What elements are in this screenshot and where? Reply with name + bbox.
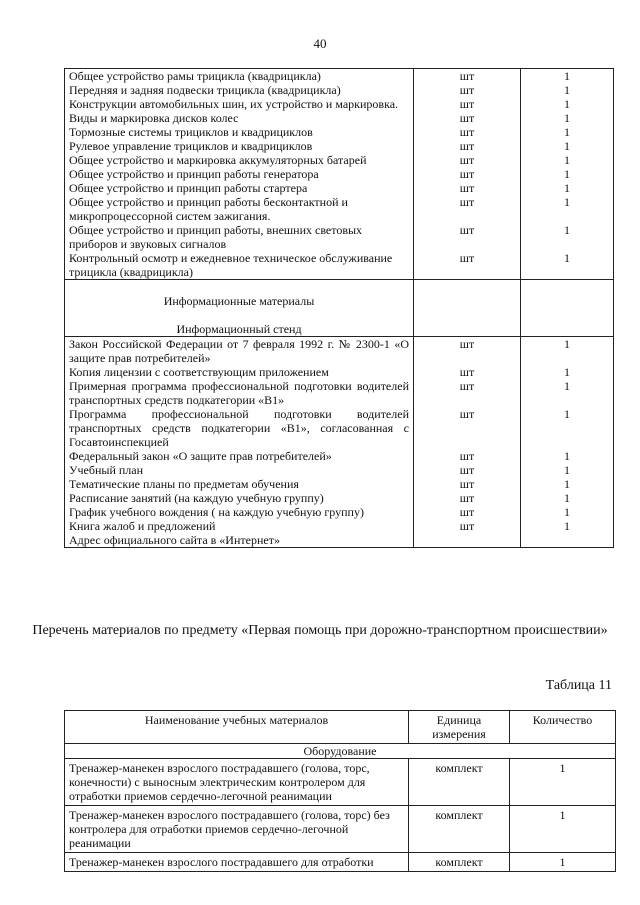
cell-qty: 1: [521, 463, 614, 477]
cell-unit: шт: [414, 463, 521, 477]
cell-unit: шт: [414, 223, 521, 251]
cell-name: Общее устройство и маркировка аккумуляторных батарей: [65, 153, 414, 167]
cell-name: Общее устройство и принцип работы генератора: [65, 167, 414, 181]
header-unit: Единица измерения: [409, 711, 510, 744]
cell-unit: шт: [414, 153, 521, 167]
table-row: [65, 83, 614, 97]
cell-qty: 1: [510, 806, 616, 853]
first-aid-materials-table: [64, 710, 616, 872]
table-row: [65, 251, 614, 280]
cell-name: Примерная программа профессиональной подготовки водителей транспортных средств подкатегории «В1»: [65, 379, 414, 407]
table-row: [65, 759, 616, 806]
cell-qty: 1: [521, 97, 614, 111]
cell-unit: шт: [414, 167, 521, 181]
cell-unit: шт: [414, 125, 521, 139]
table-row: [65, 97, 614, 111]
cell-unit: шт: [414, 139, 521, 153]
cell-qty: 1: [521, 111, 614, 125]
cell-unit: шт: [414, 449, 521, 463]
table-row: [65, 491, 614, 505]
cell-unit: шт: [414, 83, 521, 97]
table-row: [65, 505, 614, 519]
materials-table-continued: [64, 68, 614, 548]
section-title-info-stand: Информационный стенд: [65, 322, 414, 337]
cell-unit: шт: [414, 337, 521, 366]
table-row: [65, 365, 614, 379]
table-row: [65, 125, 614, 139]
table-row: [65, 477, 614, 491]
cell-qty: 1: [521, 407, 614, 449]
cell-name: Тематические планы по предметам обучения: [65, 477, 414, 491]
cell-qty: 1: [521, 181, 614, 195]
cell-unit: шт: [414, 365, 521, 379]
cell-name: График учебного вождения ( на каждую учебную группу): [65, 505, 414, 519]
table-row: [65, 153, 614, 167]
cell-unit: комплект: [409, 806, 510, 853]
cell-name: Общее устройство и принцип работы, внешних световых приборов и звуковых сигналов: [65, 223, 414, 251]
cell-unit: шт: [414, 251, 521, 280]
cell-qty: 1: [521, 139, 614, 153]
cell-unit: [414, 533, 521, 548]
cell-qty: 1: [521, 167, 614, 181]
cell-qty: 1: [521, 125, 614, 139]
header-name: Наименование учебных материалов: [65, 711, 409, 744]
table-row: [65, 407, 614, 449]
cell-unit: шт: [414, 195, 521, 223]
table-row: [65, 139, 614, 153]
cell-qty: 1: [521, 223, 614, 251]
table-row: [65, 379, 614, 407]
cell-name: Тормозные системы трициклов и квадрициклов: [65, 125, 414, 139]
cell-qty: 1: [521, 449, 614, 463]
cell-name: Закон Российской Федерации от 7 февраля 1992 г. № 2300-1 «О защите прав потребителей»: [65, 337, 414, 366]
cell-name: Рулевое управление трициклов и квадрициклов: [65, 139, 414, 153]
cell-name: Расписание занятий (на каждую учебную группу): [65, 491, 414, 505]
cell-unit: шт: [414, 477, 521, 491]
cell-qty: 1: [521, 195, 614, 223]
cell-qty: 1: [521, 519, 614, 533]
table-row: [65, 69, 614, 84]
table-row: [65, 449, 614, 463]
cell-name: Учебный план: [65, 463, 414, 477]
cell-name: Виды и маркировка дисков колес: [65, 111, 414, 125]
cell-qty: 1: [510, 853, 616, 872]
table-label: Таблица 11: [545, 678, 612, 693]
table-row: [65, 853, 616, 872]
table-row: [65, 337, 614, 366]
cell-qty: 1: [521, 477, 614, 491]
cell-unit: шт: [414, 379, 521, 407]
document-heading: Перечень материалов по предмету «Первая помощь при дорожно-транспортном происшествии»: [32, 623, 608, 638]
cell-name: Передняя и задняя подвески трицикла (квадрицикла): [65, 83, 414, 97]
cell-unit: шт: [414, 407, 521, 449]
cell-unit: шт: [414, 111, 521, 125]
cell-qty: 1: [521, 505, 614, 519]
cell-qty: 1: [521, 83, 614, 97]
cell-name: Общее устройство и принцип работы стартера: [65, 181, 414, 195]
cell-unit: шт: [414, 69, 521, 84]
cell-qty: 1: [521, 153, 614, 167]
table-row: [65, 533, 614, 548]
cell-name: Адрес официального сайта в «Интернет»: [65, 533, 414, 548]
cell-qty: 1: [521, 337, 614, 366]
cell-name: Тренажер-манекен взрослого пострадавшего (голова, торс) без контролера для отработки приемов сердечно-легочной реанимации: [65, 806, 409, 853]
cell-unit: шт: [414, 97, 521, 111]
cell-unit: шт: [414, 519, 521, 533]
table-row: [65, 167, 614, 181]
page-number: 40: [313, 36, 327, 51]
cell-unit: комплект: [409, 853, 510, 872]
cell-name: Тренажер-манекен взрослого пострадавшего для отработки: [65, 853, 409, 872]
cell-name: Книга жалоб и предложений: [65, 519, 414, 533]
cell-name: Федеральный закон «О защите прав потребителей»: [65, 449, 414, 463]
header-qty: Количество: [510, 711, 616, 744]
cell-unit: шт: [414, 181, 521, 195]
table-row: [65, 181, 614, 195]
section-title-info-materials: Информационные материалы: [65, 294, 414, 308]
cell-name: Копия лицензии с соответствующим приложением: [65, 365, 414, 379]
table-row: [65, 195, 614, 223]
table-row: [65, 223, 614, 251]
cell-name: Программа профессиональной подготовки водителей транспортных средств подкатегории «В1», согласованная с Госавтоинспекцией: [65, 407, 414, 449]
cell-name: Тренажер-манекен взрослого пострадавшего (голова, торс, конечности) с выносным электрическим контролером для отработки приемов сердечно-легочной реанимации: [65, 759, 409, 806]
cell-qty: [521, 533, 614, 548]
cell-qty: 1: [510, 759, 616, 806]
table-row: [65, 519, 614, 533]
cell-name: Общее устройство рамы трицикла (квадрицикла): [65, 69, 414, 84]
cell-unit: шт: [414, 491, 521, 505]
table-row: [65, 111, 614, 125]
cell-qty: 1: [521, 251, 614, 280]
cell-name: Конструкции автомобильных шин, их устройство и маркировка.: [65, 97, 414, 111]
section-equipment: Оборудование: [65, 744, 616, 759]
cell-qty: 1: [521, 379, 614, 407]
table-row: [65, 463, 614, 477]
cell-unit: шт: [414, 505, 521, 519]
cell-name: Общее устройство и принцип работы бесконтактной и микропроцессорной систем зажигания.: [65, 195, 414, 223]
cell-qty: 1: [521, 365, 614, 379]
cell-unit: комплект: [409, 759, 510, 806]
cell-name: Контрольный осмотр и ежедневное техническое обслуживание трицикла (квадрицикла): [65, 251, 414, 280]
cell-qty: 1: [521, 69, 614, 84]
cell-qty: 1: [521, 491, 614, 505]
table-row: [65, 806, 616, 853]
